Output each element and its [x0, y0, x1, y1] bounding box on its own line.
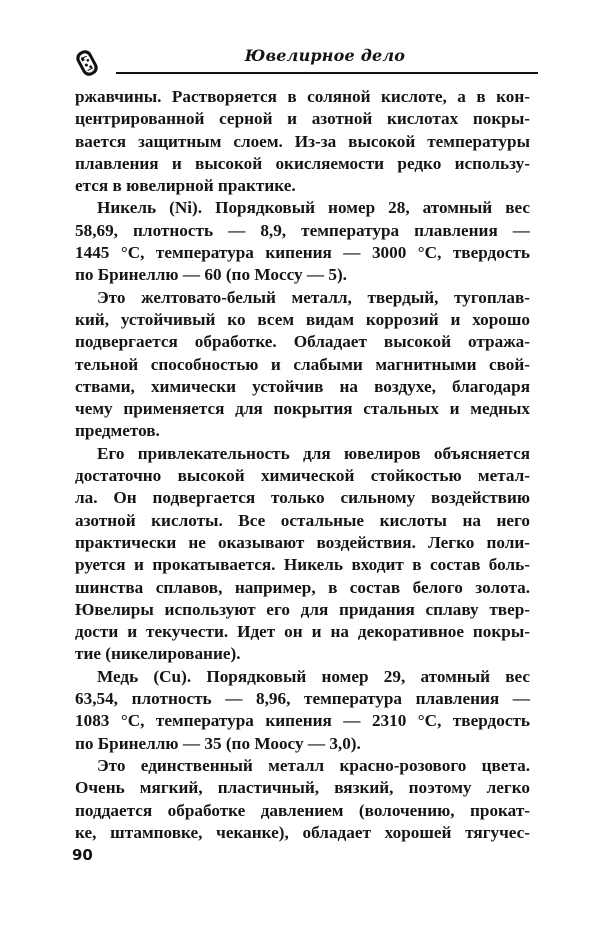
- paragraph: [75, 755, 530, 844]
- paragraph: [75, 197, 530, 286]
- text-line: ржавчины. Растворяется в соляной кислоте, а в кон-: [75, 87, 530, 106]
- text-line: ствами, химически устойчив на воздухе, благодаря: [75, 376, 530, 396]
- text-line: Очень мягкий, пластичный, вязкий, поэтому легко: [75, 778, 530, 798]
- text-line: руется и прокатывается. Никель входит в состав боль-: [75, 555, 530, 575]
- text-line: поддается обработке давлением (волочению, прокат-: [75, 800, 530, 820]
- text-line: центрированной серной и азотной кислотах покры-: [75, 109, 530, 129]
- text-line: ке, штамповке, чеканке), обладает хорошей тягучес-: [75, 822, 530, 842]
- text-line: 1083 °С, температура кипения — 2310 °С, твердость: [75, 711, 530, 731]
- text-line: достаточно высокой химической стойкостью метал-: [75, 466, 530, 486]
- text-line: ется в ювелирной практике.: [75, 176, 296, 196]
- paragraph: [75, 287, 530, 443]
- text-line: Его привлекательность для ювелиров объясняется: [97, 443, 530, 463]
- running-head-title: Ювелирное дело: [244, 46, 406, 65]
- text-line: азотной кислоты. Все остальные кислоты на него: [75, 510, 530, 530]
- text-line: Это единственный металл красно-розового цвета.: [97, 755, 530, 775]
- text-line: подвергается обработке. Обладает высокой отража-: [75, 332, 530, 352]
- text-line: 1445 °С, температура кипения — 3000 °С, твердость: [75, 243, 530, 263]
- running-head-rule: [116, 72, 538, 74]
- text-line: тельной способностью и слабыми магнитными свой-: [75, 354, 530, 374]
- text-line: Ювелиры используют его для придания сплаву твер-: [75, 599, 530, 619]
- text-line: ла. Он подвергается только сильному воздействию: [75, 488, 530, 508]
- paragraph: [75, 443, 530, 666]
- text-line: Никель (Ni). Порядковый номер 28, атомный вес: [97, 198, 530, 218]
- text-line: 58,69, плотность — 8,9, температура плавления —: [75, 220, 530, 240]
- text-line: по Бринеллю — 35 (по Моосу — 3,0).: [75, 733, 361, 753]
- text-line: 63,54, плотность — 8,96, температура плавления —: [75, 689, 530, 709]
- running-head: [70, 40, 540, 80]
- text-line: тие (никелирование).: [75, 644, 241, 664]
- text-line: по Бринеллю — 60 (по Моссу — 5).: [75, 265, 347, 285]
- text-line: Медь (Cu). Порядковый номер 29, атомный вес: [97, 666, 530, 686]
- text-line: шинства сплавов, например, в состав белого золота.: [75, 577, 530, 597]
- paragraph: [75, 666, 530, 755]
- text-line: дости и текучести. Идет он и на декоративное покры-: [75, 622, 530, 642]
- text-line: практически не оказывают воздействия. Легко поли-: [75, 532, 530, 552]
- text-line: кий, устойчивый ко всем видам коррозий и хорошо: [75, 309, 530, 329]
- ring-emblem-icon: [76, 48, 98, 78]
- text-line: предметов.: [75, 421, 160, 441]
- paragraph: [75, 86, 530, 197]
- text-line: плавления и высокой окисляемости редко использу-: [75, 153, 530, 173]
- text-line: Это желтовато-белый металл, твердый, тугоплав-: [97, 287, 530, 307]
- page-number: 90: [72, 846, 93, 864]
- text-line: вается защитным слоем. Из-за высокой температуры: [75, 131, 530, 151]
- text-line: чему применяется для покрытия стальных и медных: [75, 399, 530, 419]
- body-text: [75, 86, 530, 844]
